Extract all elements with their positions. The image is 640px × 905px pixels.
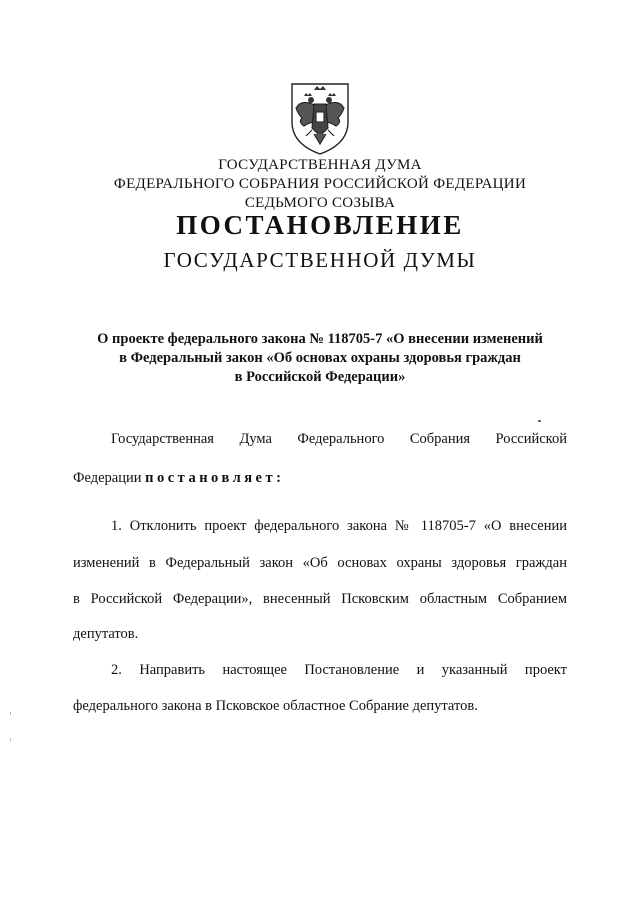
item2-line-1: 2. Направить настоящее Постановление и указанный проект — [111, 662, 567, 678]
item1-line-2: изменений в Федеральный закон «Об основах охраны здоровья граждан — [73, 555, 567, 571]
subject-line-1: О проекте федерального закона № 118705-7 «О внесении изменений — [97, 331, 543, 347]
document-subject — [0, 330, 640, 387]
preamble-line-1: Государственная Дума Федерального Собрания Российской — [111, 431, 567, 447]
document-subtitle: ГОСУДАРСТВЕННОЙ ДУМЫ — [163, 248, 477, 272]
item1-line-4-wrap — [73, 626, 567, 643]
header-line-2: ФЕДЕРАЛЬНОГО СОБРАНИЯ РОССИЙСКОЙ ФЕДЕРАЦИИ — [113, 176, 527, 192]
subject-line-3: в Российской Федерации» — [234, 369, 406, 385]
item1-line-2-wrap — [73, 555, 567, 572]
item1-line-3-wrap — [73, 591, 567, 608]
item1-line-1: 1. Отклонить проект федерального закона № 118705-7 «О внесении — [111, 518, 567, 534]
scan-mark — [10, 738, 11, 741]
item1-line-3: в Российской Федерации», внесенный Псковским областным Собранием — [73, 591, 567, 607]
header-line-3: СЕДЬМОГО СОЗЫВА — [244, 195, 396, 211]
preamble-verb: постановляет: — [145, 470, 285, 486]
preamble-line-2 — [73, 470, 567, 487]
scan-speck — [538, 420, 541, 422]
item2-line-2-wrap — [73, 698, 567, 715]
scan-mark — [10, 712, 11, 715]
coat-of-arms-icon — [284, 78, 356, 156]
item1-line-4: депутатов. — [73, 626, 139, 642]
header-line-1: ГОСУДАРСТВЕННАЯ ДУМА — [218, 157, 422, 173]
document-title: ПОСТАНОВЛЕНИЕ — [176, 210, 464, 240]
preamble-line-1-wrap — [73, 431, 567, 448]
issuing-authority — [0, 156, 640, 213]
item2-line-2: федерального закона в Псковское областное Собрание депутатов. — [73, 698, 478, 714]
preamble-line-2-wrap — [73, 470, 567, 487]
subject-line-2: в Федеральный закон «Об основах охраны здоровья граждан — [119, 350, 521, 366]
item1-line-1-wrap — [73, 518, 567, 535]
preamble-federation: Федерации — [73, 470, 142, 486]
item2-line-1-wrap — [73, 662, 567, 679]
